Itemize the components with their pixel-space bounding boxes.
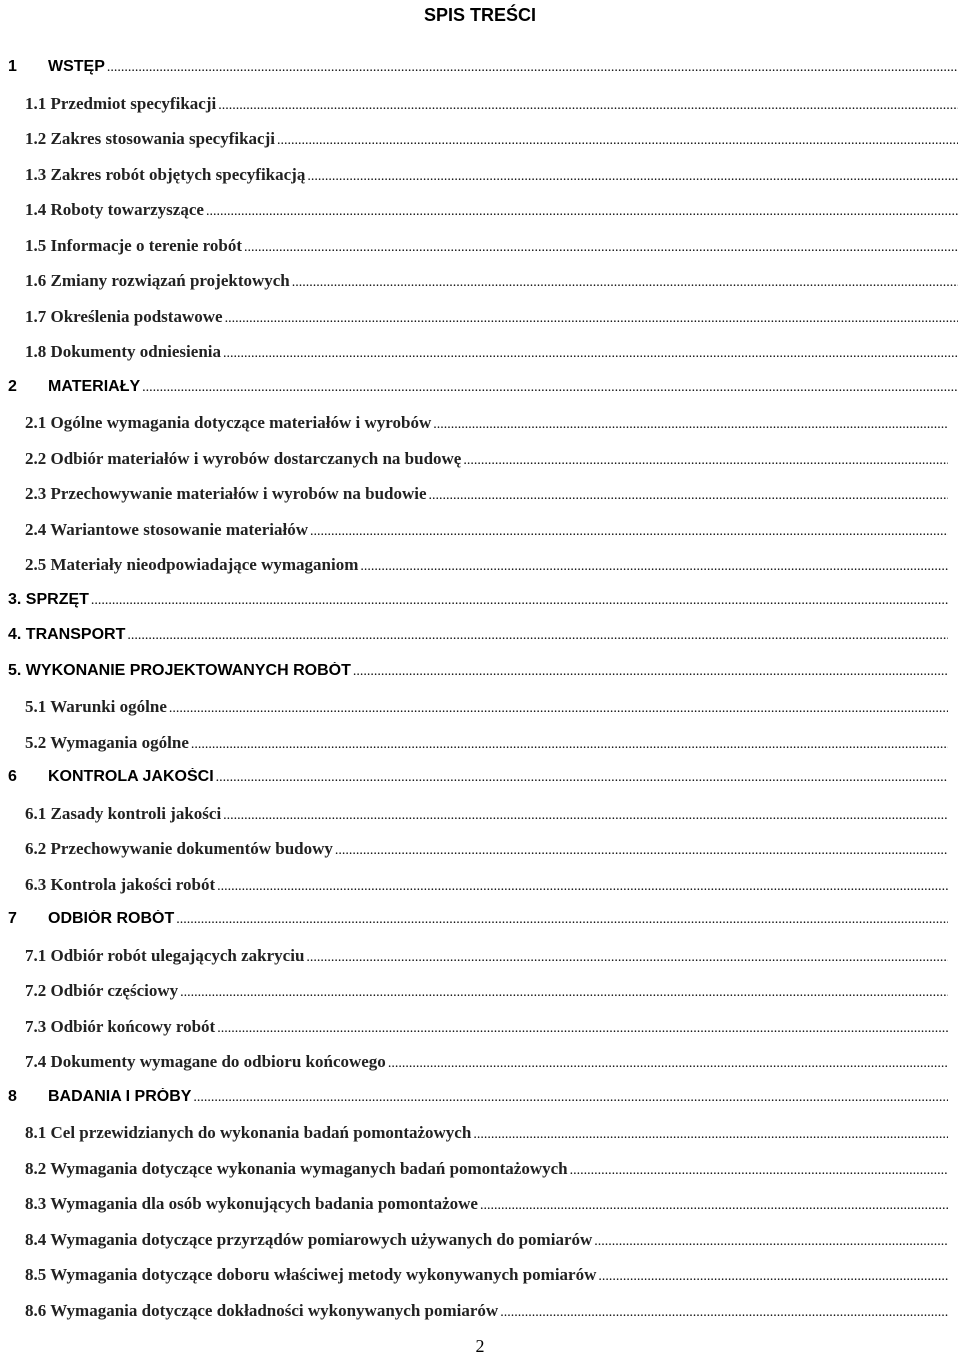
toc-leader-dots bbox=[107, 60, 958, 76]
toc-leader-dots bbox=[292, 275, 958, 291]
toc-leader-dots bbox=[277, 133, 958, 149]
toc-leader-dots bbox=[223, 808, 948, 824]
toc-entry-label bbox=[25, 236, 242, 256]
toc-entry-label bbox=[25, 555, 358, 575]
toc-entry[interactable] bbox=[25, 236, 958, 260]
toc-entry-number: 1 bbox=[8, 58, 17, 75]
toc-entry-text: 5.1 Warunki ogólne bbox=[25, 697, 167, 716]
toc-entry[interactable] bbox=[8, 58, 958, 82]
toc-entry[interactable] bbox=[25, 1159, 948, 1183]
toc-entry-label bbox=[8, 591, 89, 609]
toc-entry-text: 8.1 Cel przewidzianych do wykonania badań pomontażowych bbox=[25, 1123, 472, 1142]
toc-entry-text: 4. TRANSPORT bbox=[8, 626, 126, 643]
toc-entry-label bbox=[25, 875, 215, 895]
toc-leader-dots bbox=[244, 240, 958, 256]
toc-entry-text: 1.4 Roboty towarzyszące bbox=[25, 200, 204, 219]
toc-entry-text: 8.2 Wymagania dotyczące wykonania wymaganych badań pomontażowych bbox=[25, 1158, 568, 1178]
toc-leader-dots bbox=[306, 950, 948, 966]
toc-leader-dots bbox=[217, 1021, 948, 1037]
toc-entry[interactable] bbox=[25, 1017, 948, 1041]
toc-entry-text: 5. WYKONANIE PROJEKTOWANYCH ROBÓT bbox=[8, 661, 351, 679]
toc-entry[interactable] bbox=[25, 129, 958, 153]
toc-entry-number: 8 bbox=[8, 1087, 17, 1105]
toc-entry-text: 5.2 Wymagania ogólne bbox=[25, 732, 189, 752]
toc-leader-dots bbox=[598, 1269, 948, 1285]
toc-entry-text: 8.4 Wymagania dotyczące przyrządów pomiarowych używanych do pomiarów bbox=[25, 1229, 593, 1249]
toc-leader-dots bbox=[91, 593, 948, 609]
toc-leader-dots bbox=[206, 204, 958, 220]
toc-leader-dots bbox=[429, 488, 948, 504]
toc-entry-label bbox=[25, 981, 178, 1001]
toc-leader-dots bbox=[480, 1198, 948, 1214]
toc-entry-label bbox=[25, 342, 221, 362]
toc-entry-text: KONTROLA JAKOŚCI bbox=[48, 768, 214, 785]
toc-leader-dots bbox=[500, 1305, 948, 1321]
page-title: SPIS TREŚCI bbox=[423, 5, 537, 25]
toc-entry-label bbox=[25, 1194, 478, 1214]
toc-entry-number: 2 bbox=[8, 377, 17, 395]
toc-entry[interactable] bbox=[8, 1088, 948, 1112]
toc-entry-label bbox=[25, 129, 275, 149]
toc-leader-dots bbox=[463, 453, 948, 469]
toc-entry[interactable] bbox=[25, 200, 958, 224]
toc-leader-dots bbox=[223, 346, 958, 362]
toc-leader-dots bbox=[191, 737, 948, 753]
toc-entry-text: 8.5 Wymagania dotyczące doboru właściwej metody wykonywanych pomiarów bbox=[25, 1265, 597, 1284]
toc-leader-dots bbox=[142, 380, 958, 396]
toc-entry[interactable] bbox=[25, 1301, 948, 1325]
toc-entry-label bbox=[25, 307, 223, 327]
toc-leader-dots bbox=[310, 524, 948, 540]
toc-entry-text: 8.6 Wymagania dotyczące dokładności wykonywanych pomiarów bbox=[25, 1300, 499, 1320]
toc-entry-label bbox=[8, 768, 214, 786]
toc-leader-dots bbox=[473, 1127, 948, 1143]
toc-entry-label bbox=[8, 662, 351, 680]
toc-entry-label bbox=[25, 484, 427, 504]
toc-entry-text: 1.8 Dokumenty odniesienia bbox=[25, 342, 221, 361]
toc-entry-label bbox=[25, 1123, 471, 1143]
toc-entry[interactable] bbox=[8, 626, 948, 650]
toc-entry-label bbox=[25, 413, 431, 433]
toc-entry-text: 1.2 Zakres stosowania specyfikacji bbox=[25, 129, 275, 148]
toc-entry-label bbox=[25, 1052, 386, 1072]
toc-entry[interactable] bbox=[25, 1265, 948, 1289]
toc-entry[interactable] bbox=[25, 875, 948, 899]
toc-leader-dots bbox=[216, 770, 948, 786]
toc-entry-text: 7.3 Odbiór końcowy robót bbox=[25, 1016, 216, 1036]
toc-entry[interactable] bbox=[25, 946, 948, 970]
toc-entry[interactable] bbox=[25, 165, 958, 189]
toc-leader-dots bbox=[353, 664, 948, 680]
toc-entry[interactable] bbox=[25, 804, 948, 828]
toc-entry-label bbox=[8, 58, 105, 76]
toc-entry-text: 7.1 Odbiór robót ulegających zakryciu bbox=[25, 945, 305, 965]
toc-entry-label bbox=[25, 946, 304, 966]
toc-entry[interactable] bbox=[25, 449, 948, 473]
toc-entry[interactable] bbox=[8, 378, 958, 402]
toc-leader-dots bbox=[169, 701, 948, 717]
toc-leader-dots bbox=[217, 879, 948, 895]
toc-entry-label bbox=[25, 697, 167, 717]
toc-entry-text: 1.7 Określenia podstawowe bbox=[25, 306, 223, 326]
toc-entry[interactable] bbox=[25, 697, 948, 721]
toc-entry[interactable] bbox=[25, 271, 958, 295]
toc-entry[interactable] bbox=[25, 342, 958, 366]
toc-entry-label bbox=[25, 804, 221, 824]
toc-entry[interactable] bbox=[8, 768, 948, 792]
toc-entry[interactable] bbox=[25, 307, 958, 331]
toc-entry-text: 6.2 Przechowywanie dokumentów budowy bbox=[25, 839, 333, 858]
toc-entry[interactable] bbox=[8, 910, 948, 934]
toc-entry-text: 1.5 Informacje o terenie robót bbox=[25, 235, 243, 255]
toc-entry-label bbox=[25, 1159, 568, 1179]
toc-leader-dots bbox=[360, 559, 948, 575]
toc-entry-number: 6 bbox=[8, 768, 17, 785]
toc-entry-label bbox=[25, 200, 204, 220]
toc-entry-text: 1.1 Przedmiot specyfikacji bbox=[25, 93, 217, 113]
toc-entry-label bbox=[25, 1230, 592, 1250]
toc-entry-label bbox=[8, 910, 174, 928]
page-number: 2 bbox=[475, 1336, 485, 1356]
toc-entry[interactable] bbox=[25, 484, 948, 508]
toc-entry-text: 2.5 Materiały nieodpowiadające wymaganiom bbox=[25, 555, 359, 574]
toc-leader-dots bbox=[225, 311, 958, 327]
toc-entry-label bbox=[25, 271, 290, 291]
toc-entry[interactable] bbox=[8, 591, 948, 615]
toc-entry-text: 2.3 Przechowywanie materiałów i wyrobów na budowie bbox=[25, 484, 427, 503]
toc-leader-dots bbox=[193, 1090, 948, 1106]
toc-entry[interactable] bbox=[25, 94, 958, 118]
toc-entry-label bbox=[25, 1017, 215, 1037]
toc-leader-dots bbox=[335, 843, 948, 859]
toc-entry[interactable] bbox=[25, 1230, 948, 1254]
toc-entry-number: 7 bbox=[8, 910, 17, 927]
toc-entry-text: 2.4 Wariantowe stosowanie materiałów bbox=[25, 519, 308, 539]
toc-entry-text: 2.2 Odbiór materiałów i wyrobów dostarczanych na budowę bbox=[25, 448, 462, 468]
toc-entry-text: 6.3 Kontrola jakości robót bbox=[25, 874, 216, 894]
toc-entry-text: BADANIA I PRÓBY bbox=[48, 1087, 192, 1105]
toc-entry[interactable] bbox=[25, 413, 948, 437]
toc-entry-text: 3. SPRZĘT bbox=[8, 590, 89, 608]
toc-entry[interactable] bbox=[25, 555, 948, 579]
toc-entry-label bbox=[8, 1088, 191, 1106]
toc-entry-label bbox=[25, 94, 216, 114]
toc-entry-label bbox=[25, 520, 308, 540]
toc-leader-dots bbox=[176, 912, 948, 928]
toc-entry-text: 8.3 Wymagania dla osób wykonujących badania pomontażowe bbox=[25, 1194, 478, 1213]
toc-entry[interactable] bbox=[25, 520, 948, 544]
toc-leader-dots bbox=[388, 1056, 948, 1072]
toc-leader-dots bbox=[307, 169, 958, 185]
toc-entry[interactable] bbox=[25, 1123, 948, 1147]
toc-leader-dots bbox=[433, 417, 948, 433]
toc-entry-text: WSTĘP bbox=[48, 58, 105, 75]
toc-entry[interactable] bbox=[25, 1194, 948, 1218]
toc-entry-text: 1.6 Zmiany rozwiązań projektowych bbox=[25, 271, 290, 290]
toc-entry-label bbox=[25, 165, 305, 185]
toc-entry-label bbox=[8, 378, 140, 396]
toc-entry-text: 6.1 Zasady kontroli jakości bbox=[25, 803, 222, 823]
toc-entry-text: 7.4 Dokumenty wymagane do odbioru końcowego bbox=[25, 1052, 386, 1071]
toc-entry-text: ODBIÓR ROBÓT bbox=[48, 910, 175, 927]
toc-leader-dots bbox=[570, 1163, 948, 1179]
toc-leader-dots bbox=[127, 628, 948, 644]
toc-entry-text: MATERIAŁY bbox=[48, 377, 141, 395]
toc-entry[interactable] bbox=[25, 839, 948, 863]
toc-entry-label bbox=[8, 626, 125, 644]
toc-leader-dots bbox=[180, 985, 948, 1001]
toc-entry[interactable] bbox=[25, 733, 948, 757]
toc-entry[interactable] bbox=[25, 1052, 948, 1076]
toc-entry-label bbox=[25, 733, 189, 753]
toc-leader-dots bbox=[594, 1234, 948, 1250]
toc-entry[interactable] bbox=[25, 981, 948, 1005]
toc-entry-text: 1.3 Zakres robót objętych specyfikacją bbox=[25, 164, 306, 184]
toc-entry-label bbox=[25, 1265, 596, 1285]
toc-entry-text: 2.1 Ogólne wymagania dotyczące materiałów i wyrobów bbox=[25, 413, 432, 432]
toc-entry-label bbox=[25, 839, 333, 859]
toc-entry-label bbox=[25, 1301, 498, 1321]
toc-leader-dots bbox=[218, 98, 958, 114]
toc-entry-text: 7.2 Odbiór częściowy bbox=[25, 981, 179, 1000]
toc-entry[interactable] bbox=[8, 662, 948, 686]
toc-entry-label bbox=[25, 449, 461, 469]
